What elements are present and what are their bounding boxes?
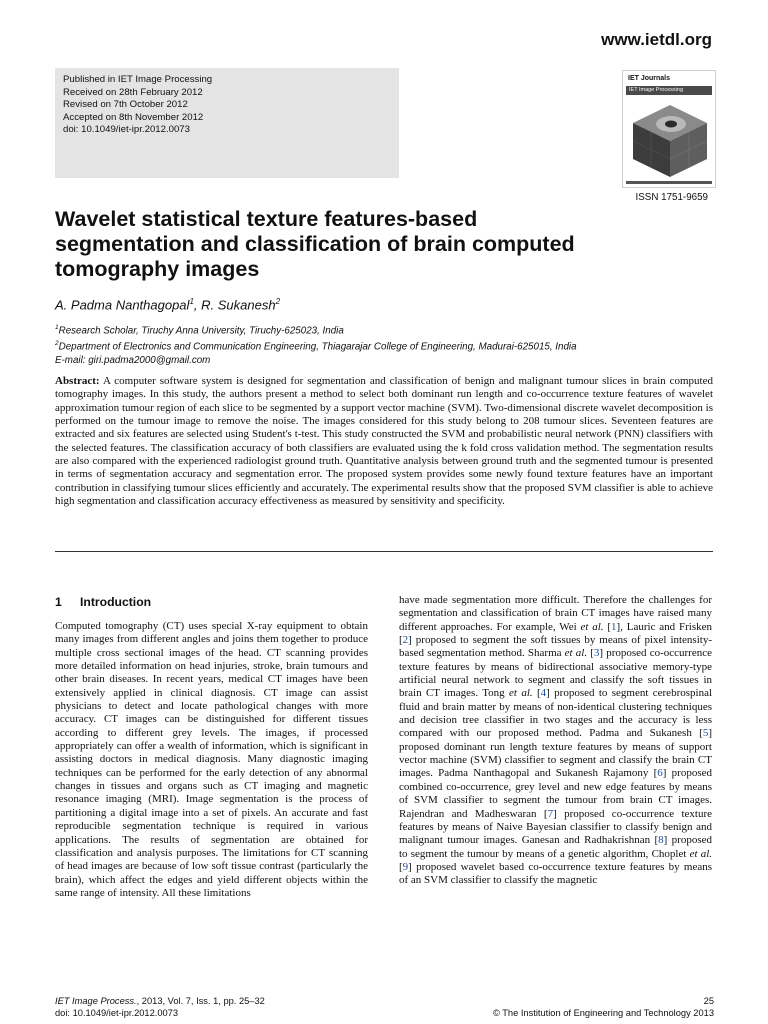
text-run: ] proposed co-occurrence texture features by means of bidirectional associative memory-type artificial neural network to segment and classify the soft tissues in brain CT images. Tong [399,647,712,700]
text-run: ] proposed dominant run length texture features by means of support vector machine (SVM) classifier to segment and classify the brain CT images. Padma Nanthagopal and Sukanesh Rajamony [ [399,727,712,780]
text-run: [ [532,687,541,700]
footer-right [493,995,714,1019]
text-run: ] proposed to segment the tumour by means of a genetic algorithm, Choplet [399,834,712,860]
author-affil-mark: 1 [189,297,194,306]
citation-link[interactable]: 5 [702,727,709,740]
authors [55,297,280,312]
citation-link[interactable]: 7 [547,807,554,820]
abstract-text: A computer software system is designed for segmentation and classification of benign and malignant tumour slices in brain computed tomography images. In this study, the authors present a method to select both dominant run length and co-occurrence texture features of wavelet approximation tumour region of each slice to be segmented by a support vector machine (SVM). Two-dimensional discrete wavelet decomposition is performed on the tumour image to remove the noise. The images considered for this study belong to 208 tumour slices. Seventeen features are extracted and six features are selected using Student's t-test. This study constructed the SVM and probabilistic neural network (PNN) classifiers with the selected features. The classification accuracy of both classifiers are evaluated using the k fold cross validation method. The segmentation results are also compared with the experienced radiologist ground truth. Quantitative analysis between ground truth and the segmented tumour is presented in terms of segmentation accuracy and segmentation error. The proposed system provides some newly found texture features have an important contribution in classifying tumour slices efficiently and accurately. The experimental results show that the proposed SVM classifier is able to achieve high segmentation and classification accuracy effectiveness as measured by sensitivity and specificity. [55,375,713,508]
issn: ISSN 1751-9659 [635,192,708,203]
body-paragraph: Computed tomography (CT) uses special X-ray equipment to obtain many images from different angles and joins them together to produce multiple cross sectional images of the head. CT scanning provides more detailed information on head injuries, stroke, brain tumours and other brain diseases. In recent years, medical CT images have been extensively applied in clinical diagnosis. CT image can assist physicians to detect and locate pathological changes with more accuracy. CT images can be distinguished for different tissues according to different grey levels. The images, if processed appropriately can offer a wealth of information, which is significant in assisting doctors in medical diagnosis. Many diagnostic imaging techniques can be performed for the early detection of any abnormal changes in tissues and organs such as CT imaging and magnetic resonance imaging (MRI). Image segmentation is the process of partitioning a digital image into a set of pixels. An accurate and fast reproducible segmentation technique is required in various applications. The results of segmentation are obtained for classification and analysis purposes. The limitations for CT scanning of head images are because of low soft tissue contrast (particularly the brain), which affect the edges and yield different objects within the same range of intensity. All these limitations [55,620,368,899]
cover-footer-bar [626,181,712,184]
text-run: et al. [509,687,533,700]
text-run: et al. [580,620,604,633]
text-run: [ [603,620,612,633]
abstract [55,375,713,508]
text-run: [ [587,647,594,660]
section-title: Introduction [80,595,152,609]
publication-info-line: Received on 28th February 2012 [63,86,203,98]
footer-citation [55,995,265,1019]
affiliation-mark: 1 [55,324,59,331]
author-affil-mark: 2 [275,297,281,306]
text-run: ], Lauric and Frisken [ [399,620,712,647]
text-run: [ [399,860,403,873]
text-run: ] proposed wavelet based co-occurrence texture features by means of an SVM classifier to classify the magnetic [399,860,712,887]
body-column-left [55,620,368,900]
site-url[interactable]: www.ietdl.org [601,30,712,49]
abstract-label: Abstract: [55,375,100,387]
footer-doi[interactable]: doi: 10.1049/iet-ipr.2012.0073 [55,1008,179,1018]
affiliation-text: Department of Electronics and Communication Engineering, Thiagarajar College of Engineering, Madurai-625015, India [58,341,577,353]
publication-info-line: Accepted on 8th November 2012 [63,111,204,123]
contact-email[interactable]: E-mail: giri.padma2000@gmail.com [55,354,211,366]
paper-title [55,207,725,282]
affiliations [55,321,725,367]
citation-link[interactable]: 8 [658,834,664,847]
affiliation-line [55,321,725,337]
text-run: ] proposed combined co-occurrence, grey level and new edge features by means of SVM classifier to segment the tumour from brain CT images. Rajendran and Madheswaran [ [399,767,712,820]
affiliation-text: Research Scholar, Tiruchy Anna University, Tiruchy-625023, India [58,325,344,337]
body-paragraph [399,594,712,888]
footer-citation-line [55,995,265,1007]
citation-link[interactable]: 9 [402,860,409,873]
affiliation-line [55,337,725,353]
text-run: ] proposed to segment the soft tissues by means of pixel intensity-based segmentation method. Sharma [399,634,712,660]
author-separator: , [193,297,202,313]
cover-journal-band: IET Image Processing [626,86,712,95]
paper-title-line: segmentation and classification of brain computed [55,232,575,256]
footer-journal-name: IET Image Process. [55,996,137,1006]
text-run: et al. [564,647,588,660]
text-run: et al. [689,847,712,860]
section-heading [55,595,151,609]
cover-brand: IET Journals [628,75,671,82]
publication-info-line: doi: 10.1049/iet-ipr.2012.0073 [63,124,190,136]
text-run: ] proposed co-occurrence texture features by means of Naive Bayesian classifier to classify benign and malignant tumour images. Ganesan and Radhakrishnan [ [399,807,713,847]
author-name: A. Padma Nanthagopal [55,297,190,313]
footer-volume-info: , 2013, Vol. 7, Iss. 1, pp. 25–32 [136,996,265,1006]
citation-link[interactable]: 3 [593,647,600,660]
citation-link[interactable]: 4 [540,687,547,700]
publication-info-line: Published in IET Image Processing [63,74,213,85]
paper-title-line: Wavelet statistical texture features-based [55,207,478,231]
text-run: have made segmentation more difficult. Therefore the challenges for segmentation and classification of brain CT images have raised many different approaches. For example, Wei [399,594,712,633]
publication-info-box [55,68,399,178]
text-run: ] proposed to segment cerebrospinal fluid and brain matter by means of non-identical clustering techniques and decision tree classifier in two stages and the accuracy is less compared with our proposed method. Padma and Sukanesh [ [399,687,713,740]
section-number: 1 [55,595,62,609]
paper-title-line: tomography images [55,257,260,281]
body-column-right [399,594,712,888]
cover-cube-image [629,101,711,179]
citation-link[interactable]: 2 [402,634,409,647]
citation-link[interactable]: 1 [611,620,617,633]
journal-cover-thumbnail [622,70,716,188]
copyright: © The Institution of Engineering and Technology 2013 [492,1008,714,1018]
author-name: R. Sukanesh [201,297,276,313]
affiliation-mark: 2 [55,340,59,348]
citation-link[interactable]: 6 [657,767,663,780]
section-divider [55,551,713,552]
page-number: 25 [703,996,714,1006]
affiliation-line [55,354,725,367]
publication-info-line: Revised on 7th October 2012 [63,99,188,111]
